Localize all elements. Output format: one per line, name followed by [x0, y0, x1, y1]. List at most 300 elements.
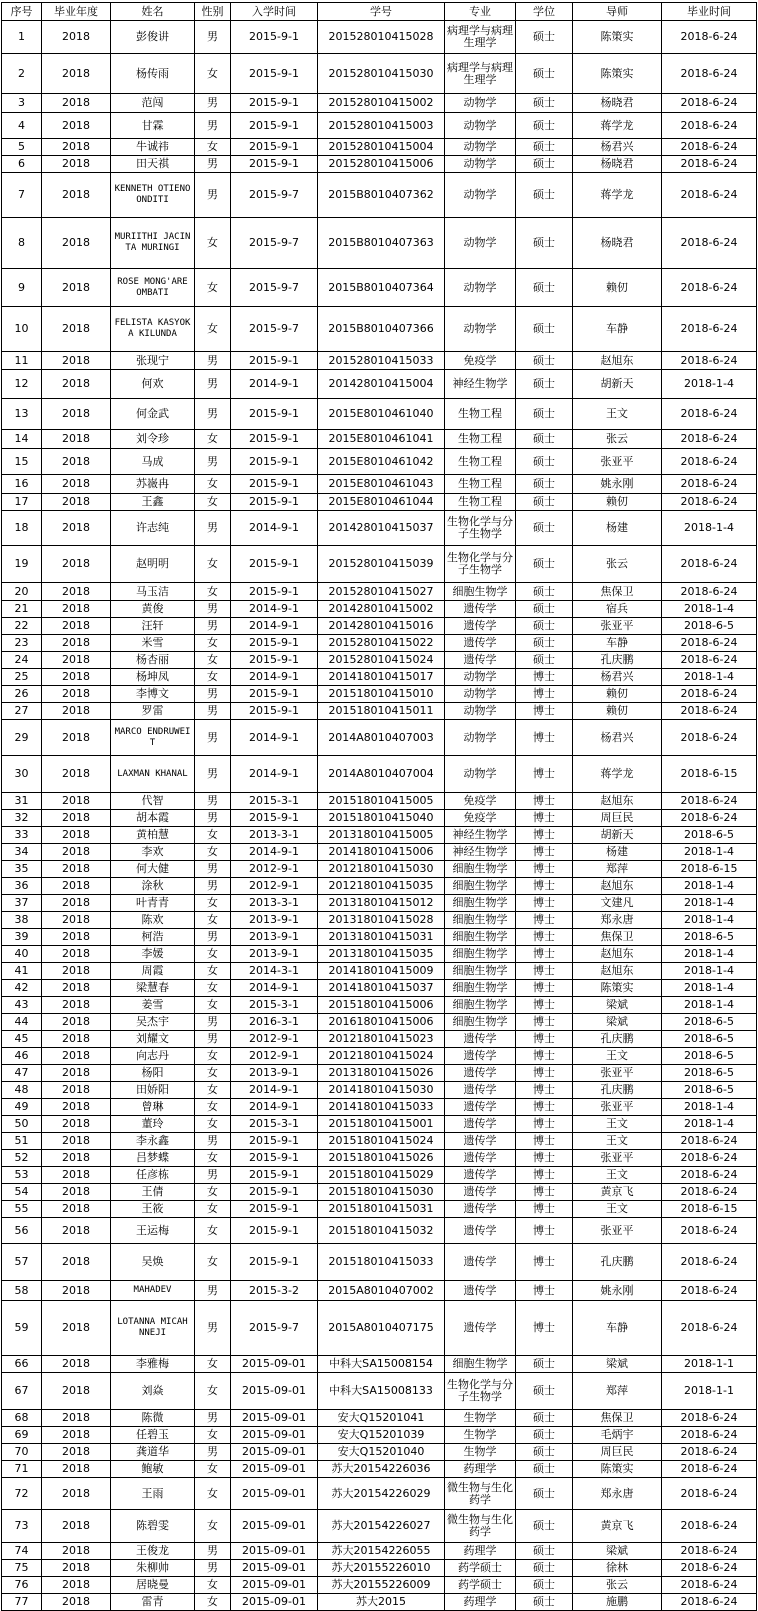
cell-index: 22 [2, 618, 42, 635]
cell-degree: 博士 [516, 1167, 573, 1184]
cell-grad-year: 2018 [42, 1427, 111, 1444]
cell-enroll-date: 2015-09-01 [231, 1444, 318, 1461]
cell-gender: 男 [195, 861, 231, 878]
cell-degree: 博士 [516, 1150, 573, 1167]
cell-degree: 博士 [516, 1218, 573, 1244]
cell-advisor: 张云 [573, 546, 662, 583]
cell-enroll-date: 2015-9-1 [231, 113, 318, 139]
cell-major: 生物学 [445, 1427, 516, 1444]
cell-student-id: 201528010415030 [318, 54, 445, 94]
cell-advisor: 王文 [573, 1133, 662, 1150]
cell-student-id: 201418010415006 [318, 844, 445, 861]
cell-degree: 硕士 [516, 601, 573, 618]
cell-student-id: 201528010415004 [318, 139, 445, 156]
cell-grad-year: 2018 [42, 980, 111, 997]
cell-name: MAHADEV [111, 1281, 195, 1301]
cell-gender: 女 [195, 1373, 231, 1410]
cell-index: 2 [2, 54, 42, 94]
cell-gender: 男 [195, 1560, 231, 1577]
cell-grad-year: 2018 [42, 895, 111, 912]
cell-grad-date: 2018-6-24 [662, 173, 757, 218]
cell-gender: 男 [195, 399, 231, 430]
cell-grad-year: 2018 [42, 1577, 111, 1594]
cell-degree: 博士 [516, 703, 573, 720]
cell-major: 遗传学 [445, 1201, 516, 1218]
cell-name: 黄俊 [111, 601, 195, 618]
table-row [2, 1244, 757, 1281]
cell-gender: 男 [195, 618, 231, 635]
table-row [2, 307, 757, 352]
cell-index: 68 [2, 1410, 42, 1427]
cell-grad-date: 2018-6-24 [662, 1543, 757, 1560]
cell-student-id: 201518010415024 [318, 1133, 445, 1150]
cell-name: 罗雷 [111, 703, 195, 720]
cell-gender: 女 [195, 269, 231, 307]
cell-gender: 女 [195, 1356, 231, 1373]
cell-enroll-date: 2012-9-1 [231, 1048, 318, 1065]
cell-enroll-date: 2014-9-1 [231, 618, 318, 635]
table-row [2, 878, 757, 895]
cell-enroll-date: 2014-3-1 [231, 963, 318, 980]
cell-degree: 硕士 [516, 1577, 573, 1594]
cell-advisor: 郑萍 [573, 1373, 662, 1410]
cell-enroll-date: 2015-9-1 [231, 1150, 318, 1167]
table-row [2, 546, 757, 583]
cell-grad-date: 2018-6-24 [662, 269, 757, 307]
cell-degree: 博士 [516, 980, 573, 997]
cell-name: 田天祺 [111, 156, 195, 173]
cell-grad-year: 2018 [42, 269, 111, 307]
cell-advisor: 胡新天 [573, 370, 662, 399]
cell-major: 生物工程 [445, 449, 516, 475]
cell-student-id: 安大Q15201041 [318, 1410, 445, 1427]
cell-degree: 博士 [516, 1184, 573, 1201]
cell-major: 动物学 [445, 94, 516, 113]
cell-index: 55 [2, 1201, 42, 1218]
cell-degree: 硕士 [516, 54, 573, 94]
cell-name: 王筱 [111, 1201, 195, 1218]
table-row [2, 1356, 757, 1373]
cell-grad-date: 2018-6-24 [662, 430, 757, 449]
cell-grad-year: 2018 [42, 1201, 111, 1218]
cell-advisor: 梁斌 [573, 1356, 662, 1373]
header-row [2, 3, 757, 21]
cell-grad-year: 2018 [42, 1560, 111, 1577]
cell-gender: 男 [195, 720, 231, 756]
cell-major: 生物学 [445, 1444, 516, 1461]
table-row [2, 1116, 757, 1133]
cell-enroll-date: 2015-9-1 [231, 1201, 318, 1218]
cell-grad-year: 2018 [42, 601, 111, 618]
cell-enroll-date: 2015-9-1 [231, 352, 318, 370]
cell-name: 叶青青 [111, 895, 195, 912]
cell-degree: 硕士 [516, 1560, 573, 1577]
cell-index: 6 [2, 156, 42, 173]
cell-gender: 男 [195, 878, 231, 895]
table-row [2, 912, 757, 929]
cell-enroll-date: 2015-9-7 [231, 218, 318, 269]
cell-grad-year: 2018 [42, 703, 111, 720]
cell-major: 动物学 [445, 173, 516, 218]
cell-advisor: 王文 [573, 1116, 662, 1133]
cell-major: 免疫学 [445, 810, 516, 827]
cell-grad-date: 2018-6-24 [662, 703, 757, 720]
table-row [2, 861, 757, 878]
table-row [2, 618, 757, 635]
cell-grad-date: 2018-6-24 [662, 720, 757, 756]
cell-index: 44 [2, 1014, 42, 1031]
cell-grad-year: 2018 [42, 139, 111, 156]
cell-student-id: 苏大20155226009 [318, 1577, 445, 1594]
cell-advisor: 张亚平 [573, 1150, 662, 1167]
cell-index: 32 [2, 810, 42, 827]
cell-name: 王雨 [111, 1478, 195, 1510]
cell-grad-date: 2018-1-4 [662, 669, 757, 686]
cell-enroll-date: 2015-09-01 [231, 1410, 318, 1427]
cell-advisor: 赖仞 [573, 686, 662, 703]
cell-gender: 女 [195, 1218, 231, 1244]
header-student-id: 学号 [318, 3, 445, 21]
cell-name: 杨杏丽 [111, 652, 195, 669]
table-row [2, 1167, 757, 1184]
cell-major: 动物学 [445, 113, 516, 139]
cell-grad-date: 2018-6-24 [662, 546, 757, 583]
table-row [2, 1301, 757, 1356]
cell-gender: 女 [195, 1116, 231, 1133]
cell-name: 杨坤凤 [111, 669, 195, 686]
cell-enroll-date: 2016-3-1 [231, 1014, 318, 1031]
cell-gender: 女 [195, 1577, 231, 1594]
cell-major: 细胞生物学 [445, 929, 516, 946]
cell-grad-year: 2018 [42, 1048, 111, 1065]
cell-name: 米雪 [111, 635, 195, 652]
cell-index: 57 [2, 1244, 42, 1281]
cell-index: 46 [2, 1048, 42, 1065]
cell-advisor: 张亚平 [573, 449, 662, 475]
cell-grad-date: 2018-6-24 [662, 1184, 757, 1201]
cell-major: 遗传学 [445, 1167, 516, 1184]
cell-grad-year: 2018 [42, 1543, 111, 1560]
cell-student-id: 2015E8010461042 [318, 449, 445, 475]
table-row [2, 21, 757, 54]
cell-student-id: 201518010415026 [318, 1150, 445, 1167]
cell-gender: 女 [195, 1201, 231, 1218]
table-row [2, 156, 757, 173]
cell-gender: 女 [195, 669, 231, 686]
cell-advisor: 孔庆鹏 [573, 1244, 662, 1281]
cell-advisor: 徐林 [573, 1560, 662, 1577]
cell-enroll-date: 2014-9-1 [231, 756, 318, 793]
cell-student-id: 201218010415024 [318, 1048, 445, 1065]
cell-index: 73 [2, 1510, 42, 1543]
cell-student-id: 2015A8010407002 [318, 1281, 445, 1301]
cell-name: 牛诚祎 [111, 139, 195, 156]
cell-gender: 男 [195, 703, 231, 720]
cell-index: 12 [2, 370, 42, 399]
cell-name: 李博文 [111, 686, 195, 703]
cell-grad-year: 2018 [42, 878, 111, 895]
cell-gender: 男 [195, 1410, 231, 1427]
cell-student-id: 中科大SA15008133 [318, 1373, 445, 1410]
cell-major: 生物工程 [445, 430, 516, 449]
cell-index: 26 [2, 686, 42, 703]
cell-grad-date: 2018-6-24 [662, 94, 757, 113]
cell-student-id: 201428010415002 [318, 601, 445, 618]
cell-major: 药理学 [445, 1594, 516, 1611]
cell-gender: 男 [195, 1031, 231, 1048]
table-row [2, 1065, 757, 1082]
cell-name: 吴杰宇 [111, 1014, 195, 1031]
cell-name: MARCO ENDRUWEIT [111, 720, 195, 756]
cell-enroll-date: 2014-9-1 [231, 980, 318, 997]
cell-major: 遗传学 [445, 1244, 516, 1281]
cell-grad-year: 2018 [42, 1594, 111, 1611]
cell-student-id: 201318010415028 [318, 912, 445, 929]
cell-major: 细胞生物学 [445, 583, 516, 601]
cell-student-id: 201528010415024 [318, 652, 445, 669]
cell-degree: 博士 [516, 1133, 573, 1150]
cell-gender: 女 [195, 218, 231, 269]
cell-major: 病理学与病理生理学 [445, 54, 516, 94]
cell-name: 陈微 [111, 1410, 195, 1427]
cell-gender: 女 [195, 475, 231, 494]
cell-gender: 男 [195, 1014, 231, 1031]
cell-degree: 博士 [516, 861, 573, 878]
cell-degree: 博士 [516, 1301, 573, 1356]
cell-index: 41 [2, 963, 42, 980]
cell-major: 细胞生物学 [445, 963, 516, 980]
cell-gender: 男 [195, 511, 231, 546]
cell-gender: 男 [195, 929, 231, 946]
cell-index: 72 [2, 1478, 42, 1510]
table-row [2, 844, 757, 861]
cell-degree: 硕士 [516, 1373, 573, 1410]
cell-major: 遗传学 [445, 618, 516, 635]
cell-grad-date: 2018-6-24 [662, 1244, 757, 1281]
cell-grad-date: 2018-6-24 [662, 54, 757, 94]
cell-major: 生物工程 [445, 494, 516, 511]
cell-gender: 女 [195, 652, 231, 669]
cell-grad-date: 2018-6-15 [662, 756, 757, 793]
cell-grad-date: 2018-6-24 [662, 1427, 757, 1444]
cell-degree: 硕士 [516, 1478, 573, 1510]
cell-grad-year: 2018 [42, 1444, 111, 1461]
cell-gender: 女 [195, 635, 231, 652]
cell-student-id: 安大Q15201039 [318, 1427, 445, 1444]
cell-grad-date: 2018-6-24 [662, 1281, 757, 1301]
cell-advisor: 孔庆鹏 [573, 1031, 662, 1048]
cell-grad-date: 2018-1-4 [662, 895, 757, 912]
cell-grad-date: 2018-6-24 [662, 352, 757, 370]
cell-major: 神经生物学 [445, 844, 516, 861]
cell-grad-year: 2018 [42, 307, 111, 352]
cell-advisor: 赵旭东 [573, 946, 662, 963]
cell-degree: 博士 [516, 686, 573, 703]
cell-advisor: 蒋学龙 [573, 173, 662, 218]
cell-advisor: 周巨民 [573, 810, 662, 827]
table-row [2, 1031, 757, 1048]
cell-grad-year: 2018 [42, 1167, 111, 1184]
cell-degree: 硕士 [516, 475, 573, 494]
cell-student-id: 201418010415033 [318, 1099, 445, 1116]
cell-grad-year: 2018 [42, 686, 111, 703]
cell-name: 汪轩 [111, 618, 195, 635]
cell-name: 王鑫 [111, 494, 195, 511]
cell-advisor: 宿兵 [573, 601, 662, 618]
cell-grad-date: 2018-6-24 [662, 686, 757, 703]
table-row [2, 1048, 757, 1065]
cell-name: 彭俊讲 [111, 21, 195, 54]
table-row [2, 1461, 757, 1478]
cell-advisor: 赵旭东 [573, 878, 662, 895]
cell-gender: 女 [195, 54, 231, 94]
cell-gender: 女 [195, 1478, 231, 1510]
cell-major: 神经生物学 [445, 827, 516, 844]
cell-degree: 硕士 [516, 430, 573, 449]
cell-name: 王俊龙 [111, 1543, 195, 1560]
cell-enroll-date: 2015-3-1 [231, 997, 318, 1014]
table-row [2, 1373, 757, 1410]
cell-grad-year: 2018 [42, 352, 111, 370]
cell-enroll-date: 2014-9-1 [231, 511, 318, 546]
cell-grad-date: 2018-6-5 [662, 618, 757, 635]
cell-student-id: 201318010415035 [318, 946, 445, 963]
cell-grad-date: 2018-6-24 [662, 583, 757, 601]
cell-name: 王倩 [111, 1184, 195, 1201]
cell-gender: 女 [195, 963, 231, 980]
table-row [2, 113, 757, 139]
cell-degree: 博士 [516, 1082, 573, 1099]
cell-name: 周霞 [111, 963, 195, 980]
cell-name: 苏嶶冉 [111, 475, 195, 494]
cell-name: 刘焱 [111, 1373, 195, 1410]
cell-enroll-date: 2015-9-1 [231, 494, 318, 511]
cell-major: 遗传学 [445, 1281, 516, 1301]
cell-enroll-date: 2013-9-1 [231, 912, 318, 929]
cell-grad-date: 2018-6-24 [662, 1461, 757, 1478]
cell-enroll-date: 2013-3-1 [231, 895, 318, 912]
cell-grad-date: 2018-1-4 [662, 1116, 757, 1133]
cell-grad-date: 2018-6-24 [662, 1218, 757, 1244]
cell-index: 51 [2, 1133, 42, 1150]
cell-index: 23 [2, 635, 42, 652]
cell-advisor: 焦保卫 [573, 583, 662, 601]
cell-degree: 硕士 [516, 1356, 573, 1373]
cell-grad-year: 2018 [42, 94, 111, 113]
cell-student-id: 201528010415027 [318, 583, 445, 601]
cell-student-id: 201518010415011 [318, 703, 445, 720]
cell-grad-year: 2018 [42, 218, 111, 269]
cell-student-id: 201318010415031 [318, 929, 445, 946]
cell-grad-year: 2018 [42, 1244, 111, 1281]
cell-degree: 硕士 [516, 21, 573, 54]
cell-name: 许志纯 [111, 511, 195, 546]
table-row [2, 720, 757, 756]
cell-gender: 男 [195, 1133, 231, 1150]
cell-student-id: 201528010415033 [318, 352, 445, 370]
table-row [2, 1082, 757, 1099]
cell-enroll-date: 2012-9-1 [231, 1031, 318, 1048]
cell-grad-year: 2018 [42, 156, 111, 173]
cell-degree: 博士 [516, 1014, 573, 1031]
cell-index: 17 [2, 494, 42, 511]
header-grad-date: 毕业时间 [662, 3, 757, 21]
cell-major: 细胞生物学 [445, 912, 516, 929]
cell-degree: 硕士 [516, 173, 573, 218]
cell-degree: 博士 [516, 810, 573, 827]
cell-index: 38 [2, 912, 42, 929]
cell-grad-year: 2018 [42, 1116, 111, 1133]
cell-grad-date: 2018-6-24 [662, 494, 757, 511]
cell-degree: 硕士 [516, 269, 573, 307]
cell-enroll-date: 2015-9-7 [231, 1301, 318, 1356]
cell-advisor: 王文 [573, 1048, 662, 1065]
cell-gender: 女 [195, 1510, 231, 1543]
cell-grad-year: 2018 [42, 511, 111, 546]
cell-enroll-date: 2014-9-1 [231, 1099, 318, 1116]
table-row [2, 54, 757, 94]
cell-enroll-date: 2013-3-1 [231, 827, 318, 844]
cell-enroll-date: 2015-9-1 [231, 399, 318, 430]
cell-degree: 硕士 [516, 307, 573, 352]
cell-student-id: 201518010415010 [318, 686, 445, 703]
cell-index: 76 [2, 1577, 42, 1594]
cell-name: 吴焕 [111, 1244, 195, 1281]
header-index: 序号 [2, 3, 42, 21]
cell-advisor: 张亚平 [573, 1099, 662, 1116]
table-row [2, 793, 757, 810]
cell-gender: 男 [195, 1167, 231, 1184]
cell-gender: 女 [195, 494, 231, 511]
cell-student-id: 2015B8010407362 [318, 173, 445, 218]
cell-advisor: 王文 [573, 1167, 662, 1184]
cell-index: 75 [2, 1560, 42, 1577]
cell-name: 朱柳帅 [111, 1560, 195, 1577]
cell-enroll-date: 2014-9-1 [231, 1082, 318, 1099]
table-row [2, 430, 757, 449]
table-row [2, 756, 757, 793]
cell-student-id: 201318010415026 [318, 1065, 445, 1082]
cell-student-id: 201218010415030 [318, 861, 445, 878]
cell-grad-year: 2018 [42, 1410, 111, 1427]
cell-advisor: 赵旭东 [573, 352, 662, 370]
cell-grad-date: 2018-6-24 [662, 1133, 757, 1150]
cell-degree: 博士 [516, 1099, 573, 1116]
cell-major: 动物学 [445, 218, 516, 269]
cell-enroll-date: 2015-09-01 [231, 1478, 318, 1510]
cell-major: 生物工程 [445, 475, 516, 494]
cell-grad-year: 2018 [42, 1356, 111, 1373]
cell-grad-date: 2018-6-24 [662, 1594, 757, 1611]
cell-advisor: 陈策实 [573, 1461, 662, 1478]
cell-degree: 博士 [516, 912, 573, 929]
cell-name: 杨阳 [111, 1065, 195, 1082]
cell-name: 柯浩 [111, 929, 195, 946]
cell-index: 9 [2, 269, 42, 307]
cell-major: 动物学 [445, 156, 516, 173]
cell-student-id: 苏大2015 [318, 1594, 445, 1611]
cell-grad-date: 2018-6-24 [662, 1444, 757, 1461]
cell-gender: 女 [195, 980, 231, 997]
cell-index: 21 [2, 601, 42, 618]
cell-advisor: 张亚平 [573, 1218, 662, 1244]
cell-grad-date: 2018-1-4 [662, 946, 757, 963]
cell-major: 遗传学 [445, 1099, 516, 1116]
cell-index: 40 [2, 946, 42, 963]
cell-grad-date: 2018-6-24 [662, 218, 757, 269]
cell-name: 马玉洁 [111, 583, 195, 601]
cell-gender: 男 [195, 810, 231, 827]
